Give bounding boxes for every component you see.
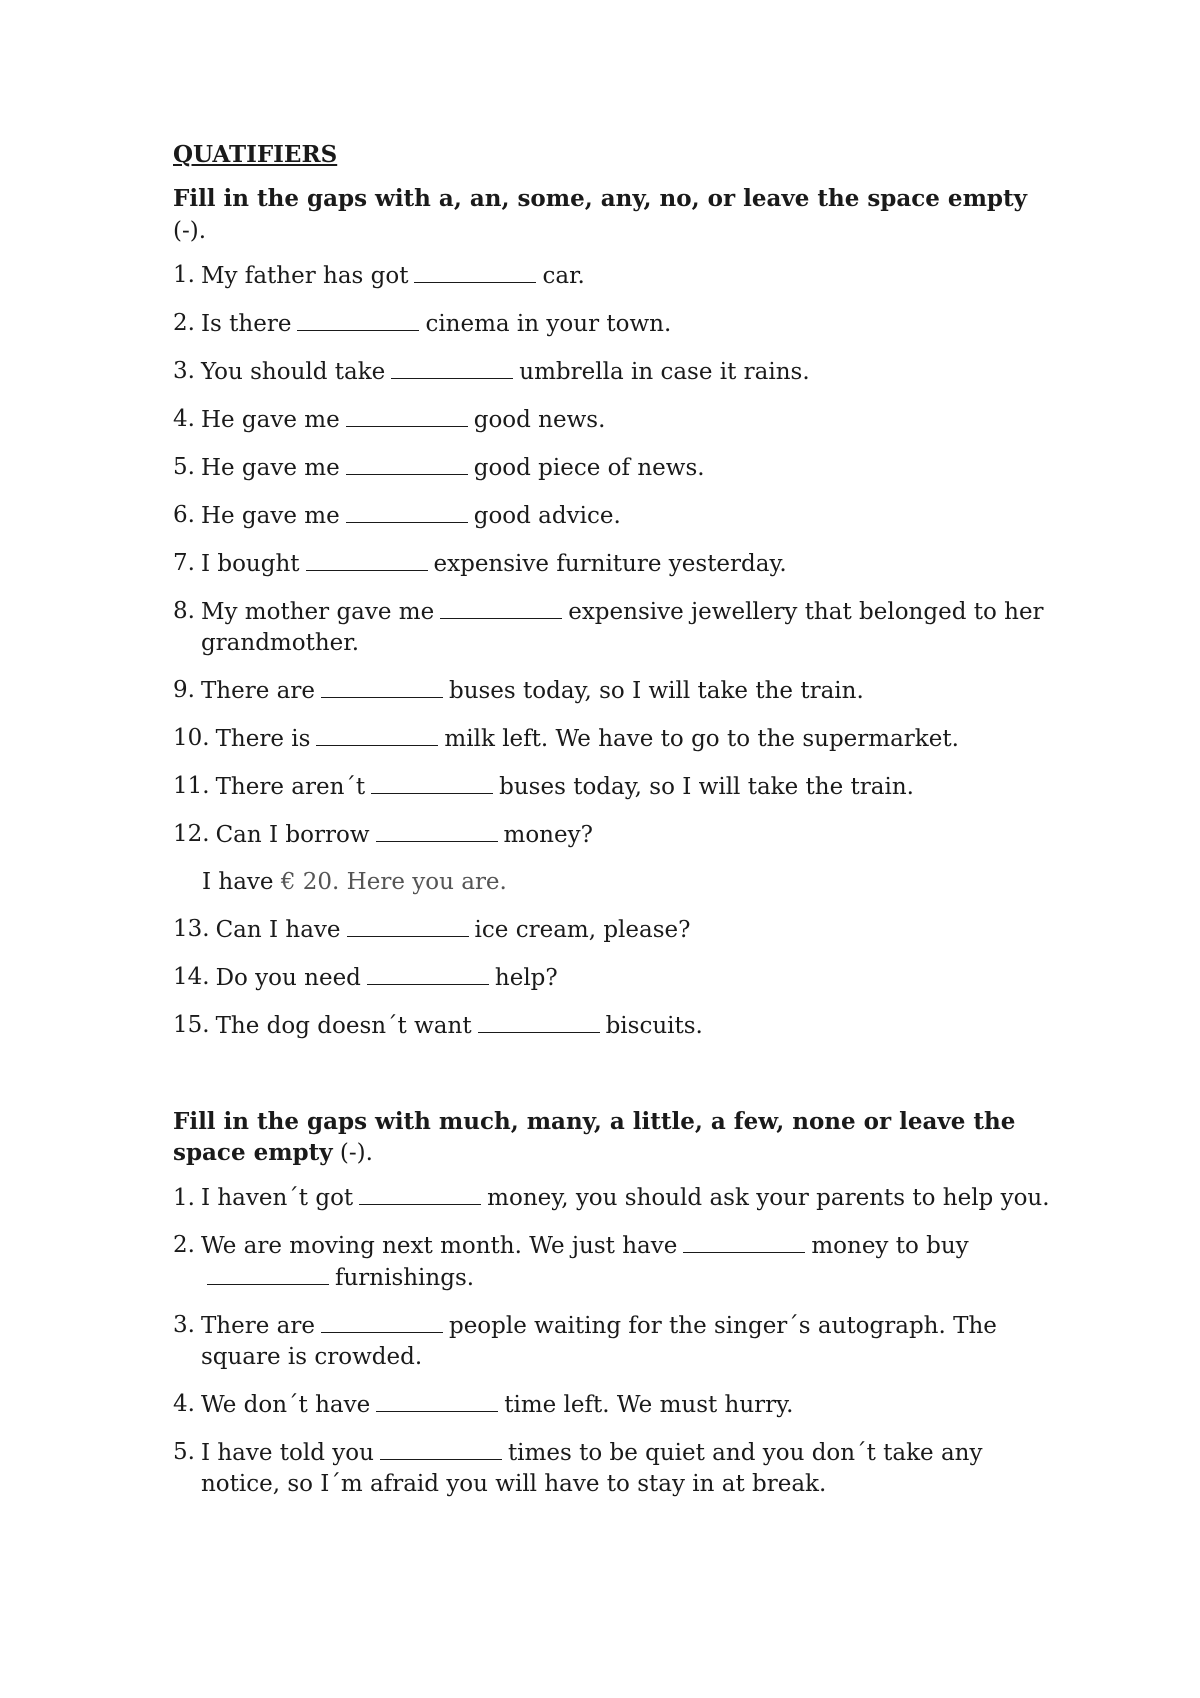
- exercise-item: [173, 452, 1053, 484]
- section2-instruction-text: Fill in the gaps with much, many, a little, a few, none or leave the space empty: [173, 1108, 1016, 1166]
- answer-blank[interactable]: [478, 1010, 600, 1033]
- item-text: [201, 596, 1053, 659]
- answer-blank[interactable]: [346, 500, 468, 523]
- item-number: 4.: [173, 1391, 195, 1417]
- answer-blank[interactable]: [347, 914, 469, 937]
- item-text: [201, 1310, 1053, 1373]
- item-text-after: buses today, so I will take the train.: [499, 774, 914, 800]
- item-text-after: good piece of news.: [473, 455, 705, 481]
- answer-blank[interactable]: [683, 1230, 805, 1253]
- exercise-item: [173, 260, 1053, 292]
- item-text: [201, 675, 1053, 707]
- item-text-after: good advice.: [473, 503, 621, 529]
- item-text-after: expensive jewellery that belonged to her grandmother.: [200, 599, 1044, 656]
- item-text-after: umbrella in case it rains.: [519, 359, 810, 385]
- exercise-item: [173, 771, 1053, 803]
- item-number: 2.: [173, 310, 195, 336]
- item-text-before: I bought: [200, 551, 300, 577]
- item-text: [216, 723, 1053, 755]
- item-text: [201, 1389, 1053, 1421]
- item-text-after: money?: [503, 822, 593, 848]
- item-text: [201, 1230, 1053, 1294]
- section2-instruction-tail: (-).: [332, 1140, 373, 1166]
- item-text-after: cinema in your town.: [425, 311, 672, 337]
- item-text: [201, 260, 1053, 292]
- exercise-item: [173, 1230, 1053, 1294]
- item-text: [201, 404, 1053, 436]
- item-text: [216, 914, 1053, 946]
- worksheet-title: QUATIFIERS: [173, 141, 338, 168]
- item-number: 11.: [173, 773, 210, 799]
- item-text-before: There are: [200, 678, 315, 704]
- exercise-item: [173, 500, 1053, 532]
- item-text-before: My father has got: [200, 263, 409, 289]
- item-number: 2.: [173, 1232, 195, 1258]
- answer-blank[interactable]: [306, 548, 428, 571]
- item-text: [216, 771, 1053, 803]
- item-number: 5.: [173, 1439, 195, 1465]
- item-text-before: He gave me: [200, 503, 340, 529]
- item-text: [201, 1185, 1050, 1211]
- item-number: 3.: [173, 1312, 195, 1338]
- item-12-reply: [202, 867, 1053, 898]
- item-text-before: I haven´t got: [200, 1185, 354, 1211]
- item-text-middle: money to buy: [811, 1233, 969, 1259]
- exercise-item: [173, 675, 1053, 707]
- answer-blank[interactable]: [391, 356, 513, 379]
- answer-blank[interactable]: [359, 1182, 481, 1205]
- item-number: 8.: [173, 598, 195, 624]
- exercise-item: [173, 1437, 1053, 1500]
- item-text: [201, 356, 1053, 388]
- exercise-item: [173, 1310, 1053, 1373]
- answer-blank[interactable]: [346, 452, 468, 475]
- item-number: 4.: [173, 406, 195, 432]
- item-text-after: milk left. We have to go to the supermarket.: [444, 726, 959, 752]
- answer-blank[interactable]: [321, 1310, 443, 1333]
- item-text: [201, 308, 1053, 340]
- reply-rest: € 20. Here you are.: [280, 869, 507, 895]
- item-text-before: Is there: [200, 311, 292, 337]
- answer-blank[interactable]: [297, 308, 419, 331]
- exercise-item: [173, 962, 1053, 994]
- item-text-after: furnishings.: [334, 1265, 475, 1291]
- item-text-before: There are: [200, 1313, 315, 1339]
- exercise-item: [173, 1182, 1053, 1214]
- item-text: [201, 452, 1053, 484]
- section-spacer: [173, 1058, 1053, 1106]
- section1-exercise-list: [173, 260, 1053, 1042]
- item-number: 1.: [173, 262, 195, 288]
- section2-exercise-list: [173, 1182, 1053, 1500]
- answer-blank[interactable]: [346, 404, 468, 427]
- exercise-item: [173, 548, 1053, 580]
- item-number: 15.: [173, 1012, 210, 1038]
- item-text-before: The dog doesn´t want: [215, 1013, 472, 1039]
- exercise-item: [173, 723, 1053, 755]
- answer-blank[interactable]: [376, 819, 498, 842]
- item-text: [216, 962, 1053, 994]
- item-text-before: Do you need: [215, 965, 361, 991]
- item-text-after: ice cream, please?: [474, 917, 691, 943]
- item-text-after: time left. We must hurry.: [504, 1392, 794, 1418]
- section1-instruction: [173, 183, 1053, 247]
- item-text: [216, 1010, 1053, 1042]
- item-number: 9.: [173, 677, 195, 703]
- item-text-after: buses today, so I will take the train.: [448, 678, 864, 704]
- item-number: 10.: [173, 725, 210, 751]
- item-number: 7.: [173, 550, 195, 576]
- item-text-before: Can I borrow: [215, 822, 370, 848]
- item-text-after: people waiting for the singer´s autograph. The square is crowded.: [200, 1313, 997, 1370]
- item-text-before: I have told you: [200, 1440, 374, 1466]
- exercise-item: [173, 308, 1053, 340]
- item-text-before: My mother gave me: [200, 599, 435, 625]
- section1-instruction-text: Fill in the gaps with a, an, some, any, no, or leave the space empty: [173, 185, 1027, 212]
- section1-instruction-tail: (-).: [173, 218, 207, 244]
- exercise-item: [173, 914, 1053, 946]
- exercise-item: [173, 1010, 1053, 1042]
- answer-blank[interactable]: [440, 596, 562, 619]
- exercise-item: [173, 596, 1053, 659]
- answer-blank[interactable]: [207, 1262, 329, 1285]
- item-text-before: He gave me: [200, 407, 340, 433]
- item-text-before: There aren´t: [215, 774, 366, 800]
- item-text-after: good news.: [473, 407, 606, 433]
- exercise-item: [173, 1389, 1053, 1421]
- item-number: 13.: [173, 916, 210, 942]
- answer-blank[interactable]: [371, 771, 493, 794]
- answer-blank[interactable]: [380, 1437, 502, 1460]
- section2-instruction: [173, 1106, 1053, 1169]
- item-text-after: car.: [542, 263, 585, 289]
- item-text-after: expensive furniture yesterday.: [433, 551, 787, 577]
- answer-blank[interactable]: [414, 260, 536, 283]
- exercise-item: [173, 819, 1053, 851]
- item-text-before: We don´t have: [200, 1392, 371, 1418]
- item-text-before: There is: [215, 726, 311, 752]
- item-text-before: Can I have: [215, 917, 341, 943]
- answer-blank[interactable]: [321, 675, 443, 698]
- item-text: [216, 819, 1053, 851]
- item-number: 5.: [173, 454, 195, 480]
- worksheet-page: [173, 140, 1053, 1516]
- item-text: [201, 500, 1053, 532]
- item-number: 3.: [173, 358, 195, 384]
- item-text-after: money, you should ask your parents to help you.: [487, 1185, 1050, 1211]
- answer-blank[interactable]: [316, 723, 438, 746]
- item-text-before: We are moving next month. We just have: [200, 1233, 678, 1259]
- answer-blank[interactable]: [376, 1389, 498, 1412]
- answer-blank[interactable]: [367, 962, 489, 985]
- item-text-before: You should take: [200, 359, 386, 385]
- reply-start: I have: [202, 869, 281, 895]
- item-text-before: He gave me: [200, 455, 340, 481]
- item-number: 1.: [173, 1185, 195, 1211]
- item-text-after: help?: [494, 965, 558, 991]
- item-text-after: biscuits.: [605, 1013, 703, 1039]
- item-number: 14.: [173, 964, 210, 990]
- item-text: [201, 548, 1053, 580]
- item-text-after: times to be quiet and you don´t take any notice, so I´m afraid you will have to stay in at break.: [200, 1440, 983, 1497]
- item-number: 6.: [173, 502, 195, 528]
- item-number: 12.: [173, 821, 210, 847]
- item-text: [201, 1437, 1053, 1500]
- exercise-item: [173, 356, 1053, 388]
- exercise-item: [173, 404, 1053, 436]
